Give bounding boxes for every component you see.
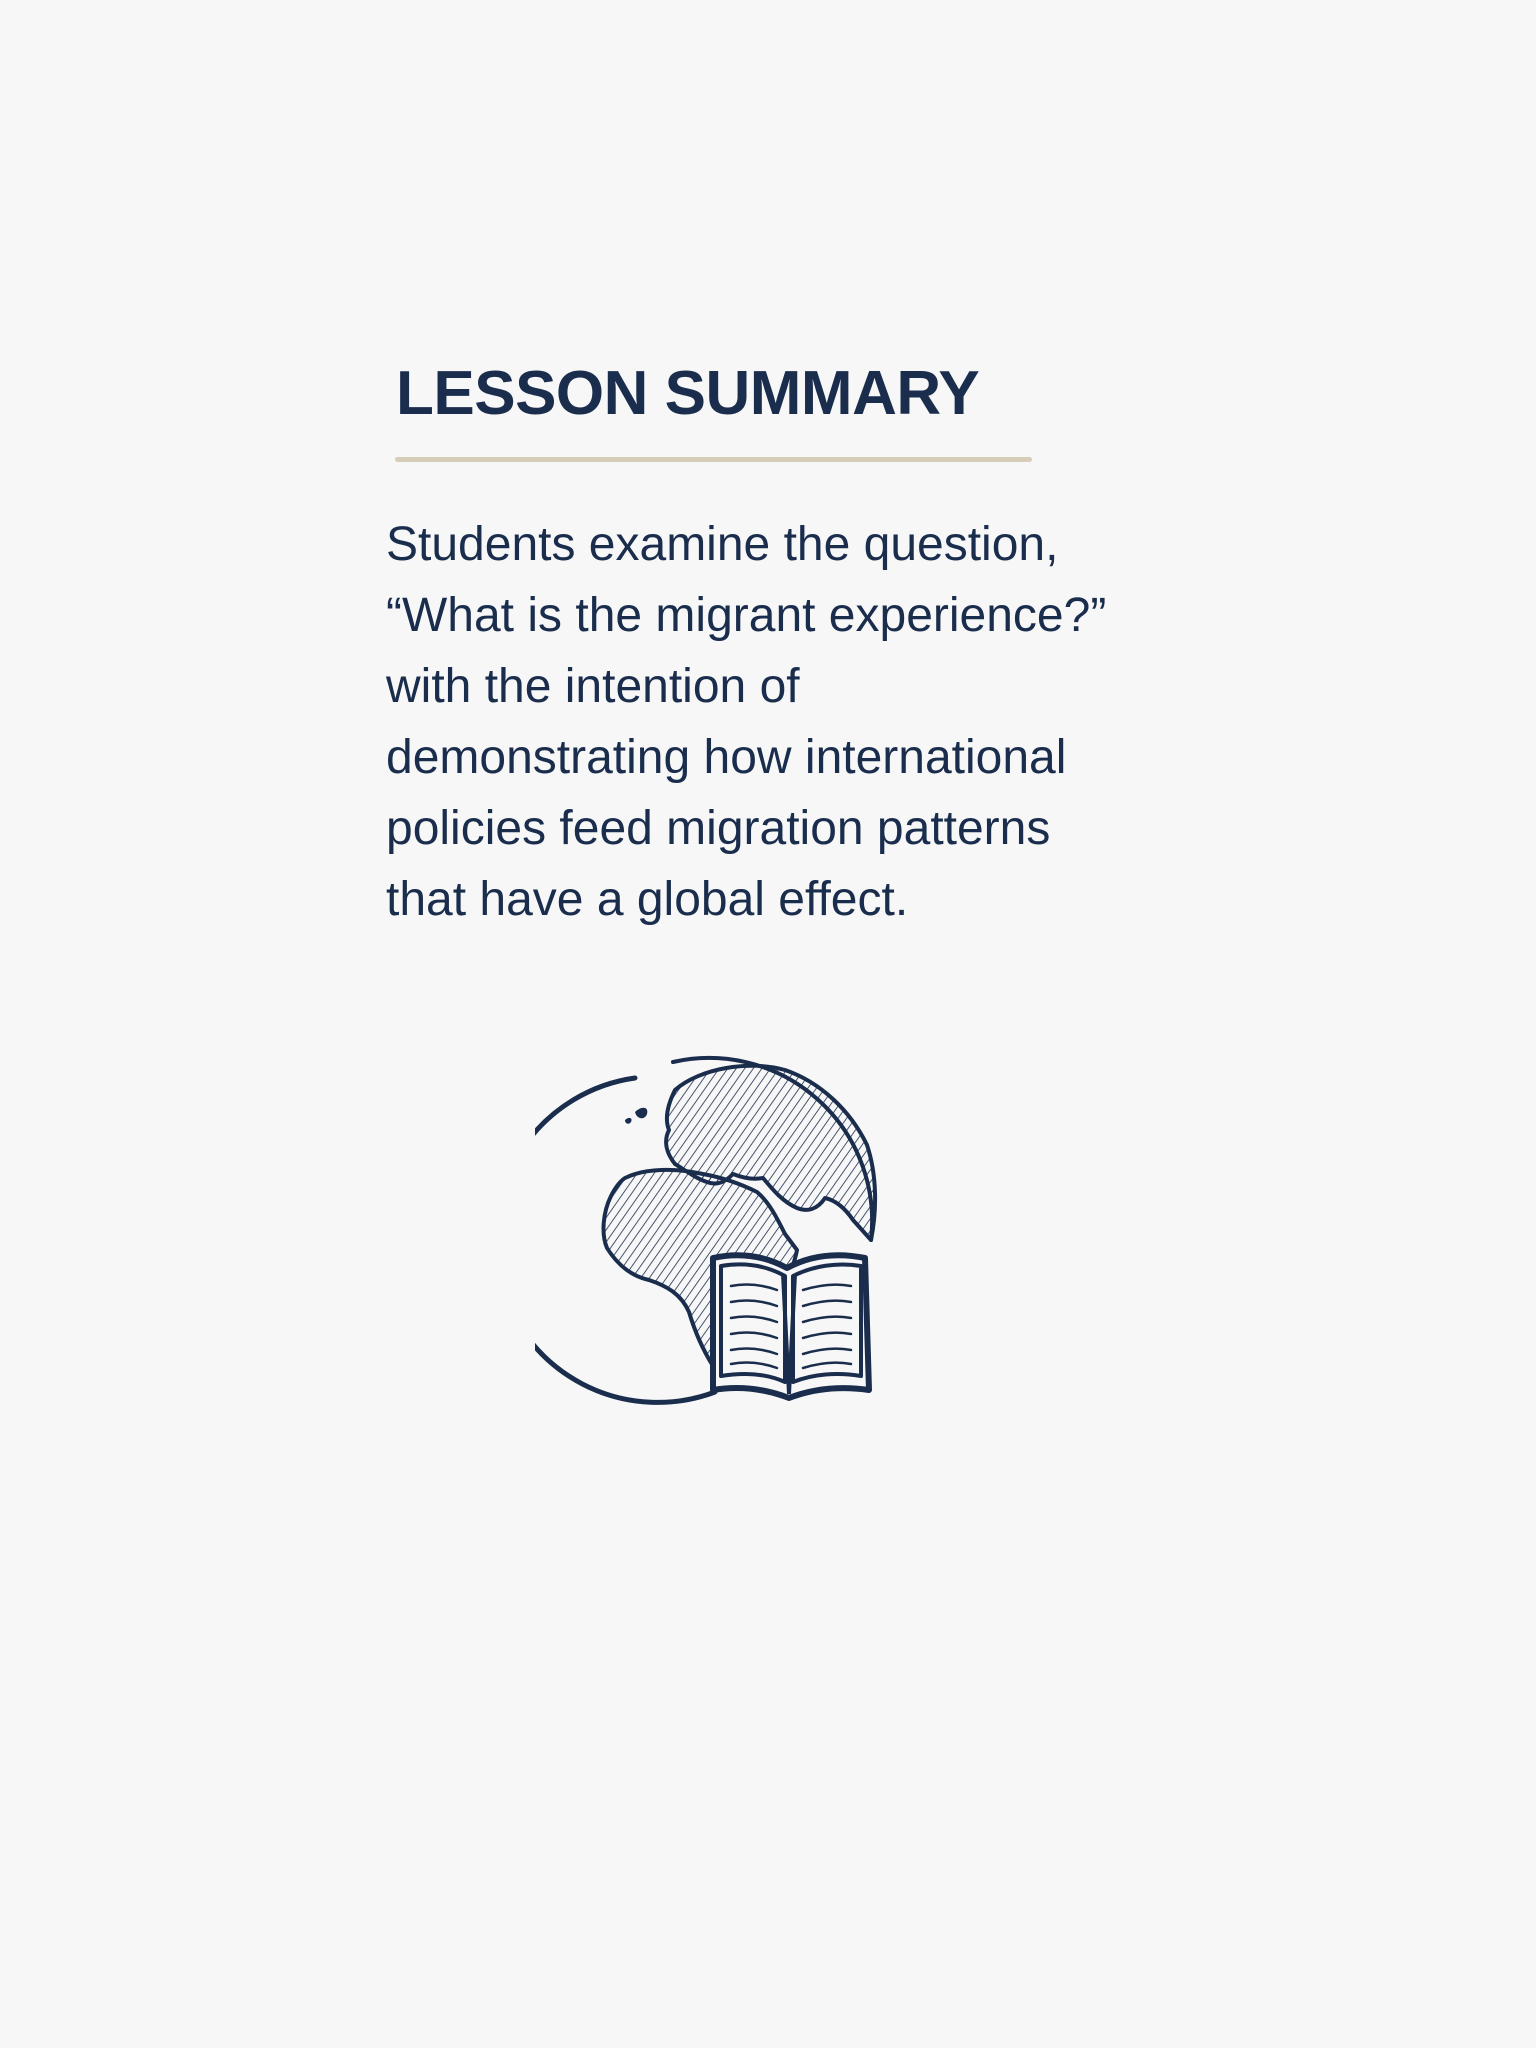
summary-line: policies feed migration patterns bbox=[386, 802, 1051, 855]
summary-line: that have a global effect. bbox=[386, 873, 909, 926]
summary-line: with the intention of bbox=[386, 660, 800, 713]
summary-line: “What is the migrant experience?” bbox=[386, 589, 1107, 642]
open-book-icon bbox=[713, 1255, 869, 1398]
summary-line: demonstrating how international bbox=[386, 731, 1067, 784]
title-underline bbox=[395, 457, 1032, 462]
lesson-summary-text bbox=[386, 509, 1146, 935]
globe-with-open-book-icon bbox=[535, 1050, 895, 1410]
summary-line: Students examine the question, bbox=[386, 518, 1059, 571]
page-title: LESSON SUMMARY bbox=[396, 359, 980, 428]
